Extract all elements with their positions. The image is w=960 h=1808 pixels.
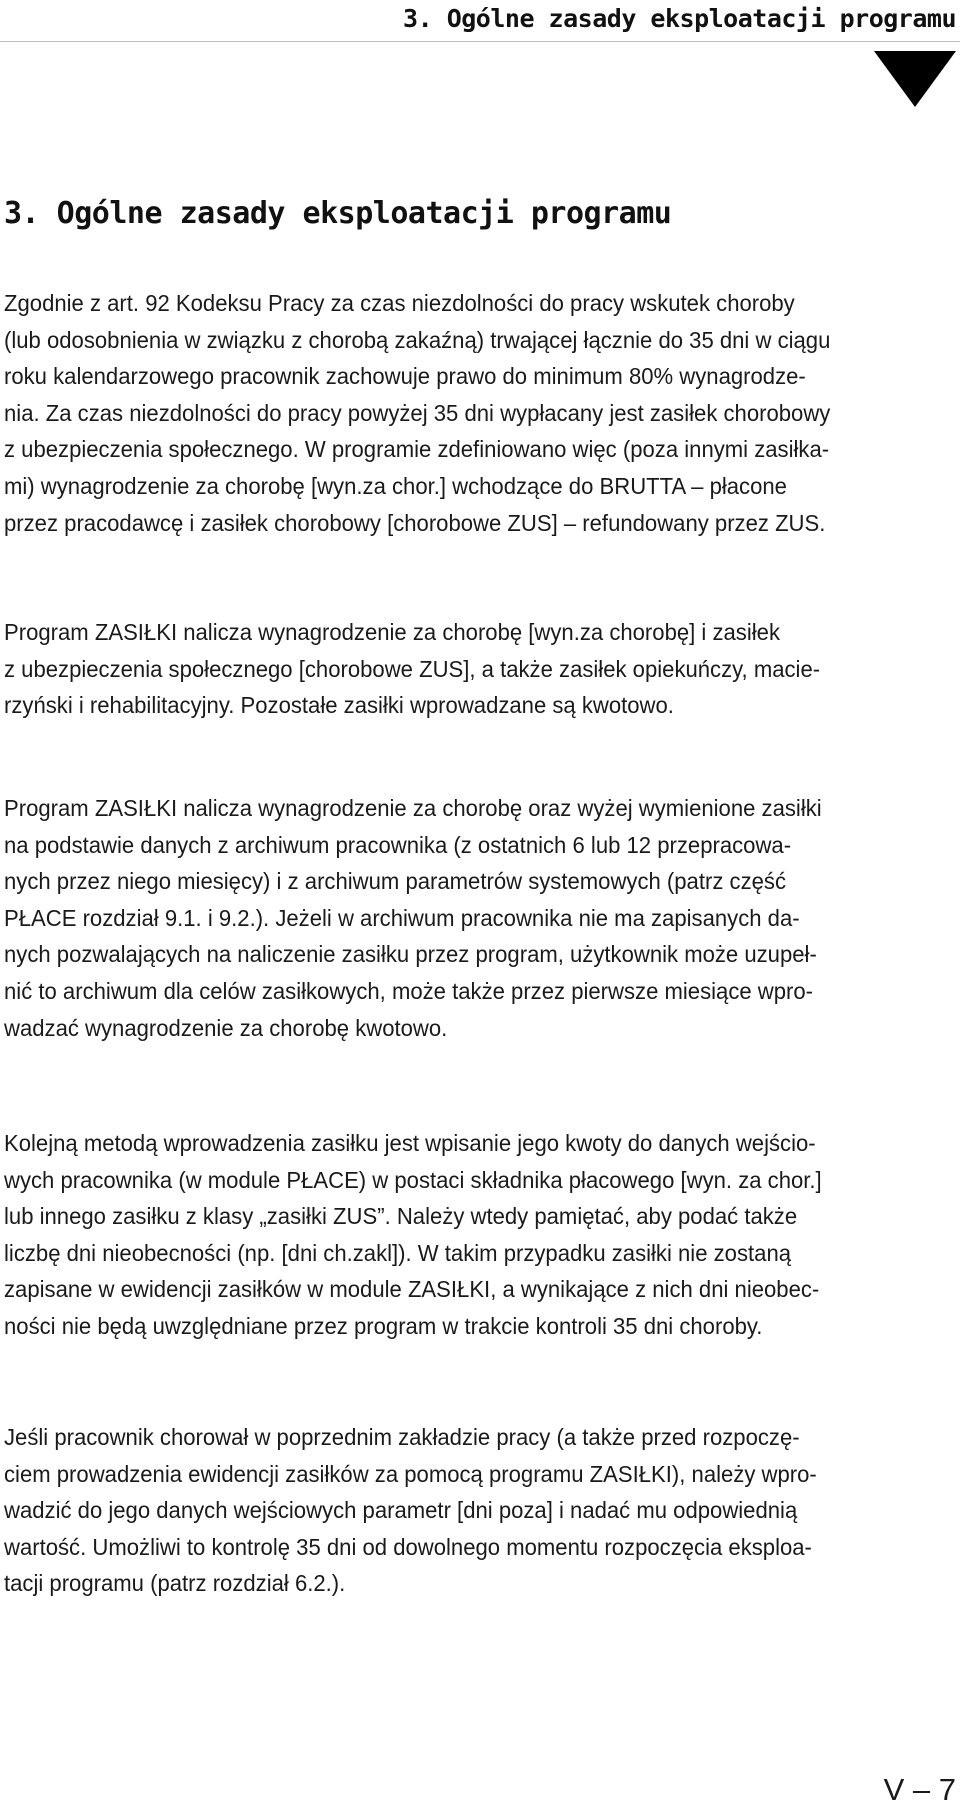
paragraph-line: (lub odosobnienia w związku z chorobą zakaźną) trwającej łącznie do 35 dni w ciągu	[4, 326, 831, 353]
paragraph-5	[4, 1419, 950, 1602]
paragraph-line: nia. Za czas niezdolności do pracy powyżej 35 dni wypłacany jest zasiłek chorobowy	[4, 399, 831, 426]
page-number: V – 7	[883, 1772, 956, 1807]
paragraph-line: Program ZASIŁKI nalicza wynagrodzenie za chorobę [wyn.za chorobę] i zasiłek	[4, 619, 780, 645]
paragraph-line: nych przez niego miesięcy) i z archiwum parametrów systemowych (patrz część	[4, 868, 786, 895]
header-divider	[0, 41, 960, 42]
paragraph-line: Zgodnie z art. 92 Kodeksu Pracy za czas niezdolności do pracy wskutek choroby	[4, 290, 795, 316]
paragraph-line: rzyński i rehabilitacyjny. Pozostałe zasiłki wprowadzane są kwotowo.	[4, 692, 674, 719]
paragraph-4	[4, 1125, 950, 1345]
paragraph-1	[4, 285, 950, 541]
running-header-title: 3. Ogólne zasady eksploatacji programu	[403, 4, 956, 33]
paragraph-line: PŁACE rozdział 9.1. i 9.2.). Jeżeli w archiwum pracownika nie ma zapisanych da-	[4, 904, 800, 931]
section-title: 3. Ogólne zasady eksploatacji programu	[4, 196, 672, 231]
paragraph-line: wadzać wynagrodzenie za chorobę kwotowo.	[4, 1014, 448, 1041]
paragraph-line: zapisane w ewidencji zasiłków w module ZASIŁKI, a wynikające z nich dni nieobec-	[4, 1276, 820, 1303]
paragraph-line: ciem prowadzenia ewidencji zasiłków za pomocą programu ZASIŁKI), należy wpro-	[4, 1460, 817, 1487]
down-triangle-icon	[874, 51, 956, 107]
paragraph-line: Program ZASIŁKI nalicza wynagrodzenie za chorobę oraz wyżej wymienione zasiłki	[4, 795, 822, 821]
paragraph-line: tacji programu (patrz rozdział 6.2.).	[4, 1570, 346, 1597]
paragraph-line: Kolejną metodą wprowadzenia zasiłku jest wpisanie jego kwoty do danych wejścio-	[4, 1130, 816, 1156]
paragraph-line: wartość. Umożliwi to kontrolę 35 dni od dowolnego momentu rozpoczęcia eksploa-	[4, 1533, 812, 1560]
paragraph-line: Jeśli pracownik chorował w poprzednim zakładzie pracy (a także przed rozpoczę-	[4, 1424, 800, 1450]
paragraph-line: nić to archiwum dla celów zasiłkowych, może także przez pierwsze miesiące wpro-	[4, 977, 814, 1004]
paragraph-line: na podstawie danych z archiwum pracownika (z ostatnich 6 lub 12 przepracowa-	[4, 831, 792, 858]
paragraph-line: mi) wynagrodzenie za chorobę [wyn.za chor.] wchodzące do BRUTTA – płacone	[4, 472, 787, 499]
paragraph-3	[4, 790, 950, 1046]
paragraph-line: nych pozwalających na naliczenie zasiłku przez program, użytkownik może uzupeł-	[4, 941, 817, 968]
paragraph-line: roku kalendarzowego pracownik zachowuje prawo do minimum 80% wynagrodze-	[4, 363, 806, 390]
paragraph-line: wych pracownika (w module PŁACE) w postaci składnika płacowego [wyn. za chor.]	[4, 1166, 822, 1193]
paragraph-line: ności nie będą uwzględniane przez program w trakcie kontroli 35 dni choroby.	[4, 1312, 763, 1339]
paragraph-line: lub innego zasiłku z klasy „zasiłki ZUS”. Należy wtedy pamiętać, aby podać także	[4, 1203, 798, 1230]
paragraph-line: przez pracodawcę i zasiłek chorobowy [chorobowe ZUS] – refundowany przez ZUS.	[4, 509, 826, 536]
paragraph-line: wadzić do jego danych wejściowych parametr [dni poza] i nadać mu odpowiednią	[4, 1497, 798, 1524]
paragraph-line: liczbę dni nieobecności (np. [dni ch.zakl]). W takim przypadku zasiłki nie zostaną	[4, 1239, 792, 1266]
paragraph-line: z ubezpieczenia społecznego. W programie zdefiniowano więc (poza innymi zasiłka-	[4, 436, 830, 463]
paragraph-line: z ubezpieczenia społecznego [chorobowe ZUS], a także zasiłek opiekuńczy, macie-	[4, 655, 821, 682]
paragraph-2	[4, 614, 950, 724]
